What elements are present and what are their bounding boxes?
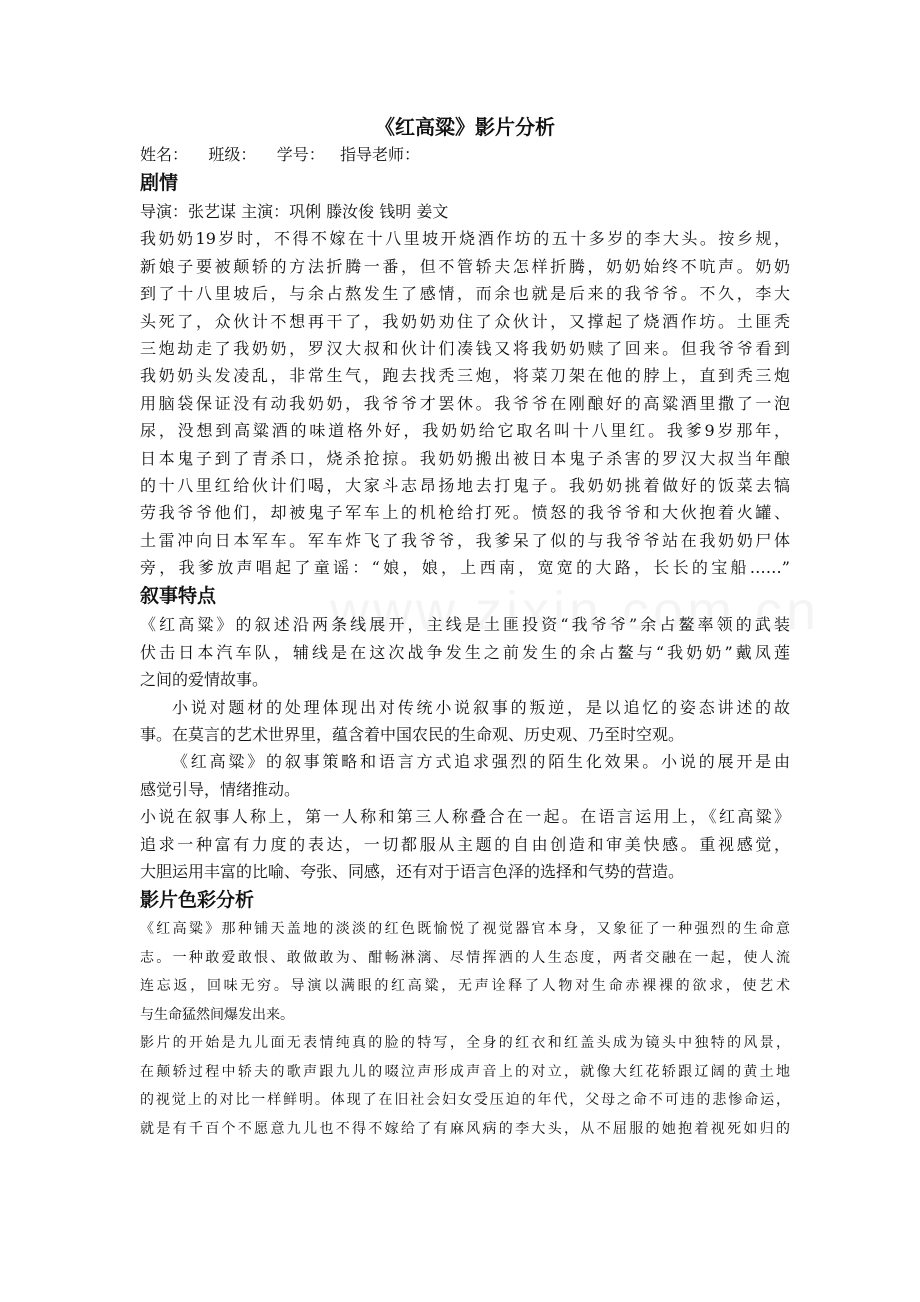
document-title: 《红高粱》影片分析 xyxy=(375,115,555,139)
paragraph-line: 我奶奶19岁时，不得不嫁在十八里坡开烧酒作坊的五十多岁的李大头。按乡规， xyxy=(140,229,790,249)
paragraph-line: 的十八里红给伙计们喝，大家斗志昂扬地去打鬼子。我奶奶挑着做好的饭菜去犒 xyxy=(140,475,790,495)
paragraph-line: 用脑袋保证没有动我奶奶，我爷爷才罢休。我爷爷在刚酿好的高粱酒里撒了一泡 xyxy=(140,393,790,413)
paragraph-line: 劳我爷爷他们，却被鬼子军车上的机枪给打死。愤怒的我爷爷和大伙抱着火罐、 xyxy=(140,503,790,523)
paragraph-line: 头死了，众伙计不想再干了，我奶奶劝住了众伙计，又撑起了烧酒作坊。土匪秃 xyxy=(140,311,790,331)
paragraph-line: 事。在莫言的艺术世界里，蕴含着中国农民的生命观、历史观、乃至时空观。 xyxy=(140,725,685,745)
paragraph-line: 就是有千百个不愿意九儿也不得不嫁给了有麻风病的李大头，从不屈服的她抱着视死如归的 xyxy=(140,1120,790,1137)
document-page xyxy=(140,112,790,1143)
paragraph-line: 土雷冲向日本军车。军车炸飞了我爷爷，我爹呆了似的与我爷爷站在我奶奶尸体 xyxy=(140,530,790,550)
section-heading-color: 影片色彩分析 xyxy=(140,889,255,912)
paragraph-line: 连忘返，回味无穷。导演以满眼的红高粱，无声诠释了人物对生命赤裸裸的欲求，使艺术 xyxy=(140,978,790,995)
paragraph-line: 伏击日本汽车队，辅线是在这次战争发生之前发生的余占鳌与“我奶奶”戴凤莲 xyxy=(140,642,790,662)
section-heading-narrative: 叙事特点 xyxy=(140,585,217,608)
paragraph-line: 《红高粱》的叙事策略和语言方式追求强烈的陌生化效果。小说的展开是由 xyxy=(172,752,790,772)
paragraph-line: 《红高粱》的叙述沿两条线展开，主线是土匪投资“我爷爷”余占鳌率领的武装 xyxy=(140,615,790,635)
paragraph-line: 感觉引导，情绪推动。 xyxy=(140,779,301,799)
paragraph-line: 新娘子要被颠轿的方法折腾一番，但不管轿夫怎样折腾，奶奶始终不吭声。奶奶 xyxy=(140,256,790,276)
paragraph-line: 之间的爱情故事。 xyxy=(140,670,269,690)
paragraph-line: 旁，我爹放声唱起了童谣：“娘，娘，上西南，宽宽的大路，长长的宝船……” xyxy=(140,558,790,578)
paragraph-line: 小说对题材的处理体现出对传统小说叙事的叛逆，是以追忆的姿态讲述的故 xyxy=(172,697,790,717)
student-info-line: 姓名： 班级： 学号： 指导老师： xyxy=(140,145,420,164)
paragraph-line: 志。一种敢爱敢恨、敢做敢为、酣畅淋漓、尽情挥洒的人生态度，两者交融在一起，使人流 xyxy=(140,949,790,966)
paragraph-line: 导演：张艺谋 主演：巩俐 滕汝俊 钱明 姜文 xyxy=(140,202,449,221)
narrative-body xyxy=(140,611,790,885)
paragraph-line: 《红高粱》那种铺天盖地的淡淡的红色既愉悦了视觉器官本身，又象征了一种强烈的生命意 xyxy=(140,921,790,938)
paragraph-line: 的视觉上的对比一样鲜明。体现了在旧社会妇女受压迫的年代，父母之命不可违的悲惨命运， xyxy=(140,1092,790,1109)
paragraph-line: 追求一种富有力度的表达，一切都服从主题的自由创造和审美快感。重视感觉， xyxy=(140,834,790,854)
paragraph-line: 日本鬼子到了青杀口，烧杀抢掠。我奶奶搬出被日本鬼子杀害的罗汉大叔当年酿 xyxy=(140,448,790,468)
paragraph-line: 影片的开始是九儿面无表情纯真的脸的特写，全身的红衣和红盖头成为镜头中独特的风景， xyxy=(140,1035,790,1052)
plot-body xyxy=(140,198,790,581)
paragraph-line: 与生命猛然间爆发出来。 xyxy=(140,1006,294,1023)
paragraph-line: 我奶奶头发凌乱，非常生气，跑去找秃三炮，将菜刀架在他的脖上，直到秃三炮 xyxy=(140,366,790,386)
section-heading-plot: 剧情 xyxy=(140,172,179,194)
paragraph-line: 大胆运用丰富的比喻、夸张、同感，还有对于语言色泽的选择和气势的营造。 xyxy=(140,861,685,881)
paragraph-line: 到了十八里坡后，与余占熬发生了感情，而余也就是后来的我爷爷。不久，李大 xyxy=(140,284,790,304)
paragraph-line: 尿，没想到高粱酒的味道格外好，我奶奶给它取名叫十八里红。我爹9岁那年， xyxy=(140,421,790,441)
paragraph-line: 三炮劫走了我奶奶，罗汉大叔和伙计们凑钱又将我奶奶赎了回来。但我爷爷看到 xyxy=(140,338,790,358)
color-body xyxy=(140,915,790,1143)
paragraph-line: 小说在叙事人称上，第一人称和第三人称叠合在一起。在语言运用上，《红高粱》 xyxy=(140,807,790,827)
paragraph-line: 在颠轿过程中轿夫的歌声跟九儿的啜泣声形成声音上的对立，就像大红花轿跟辽阔的黄土地 xyxy=(140,1063,790,1080)
